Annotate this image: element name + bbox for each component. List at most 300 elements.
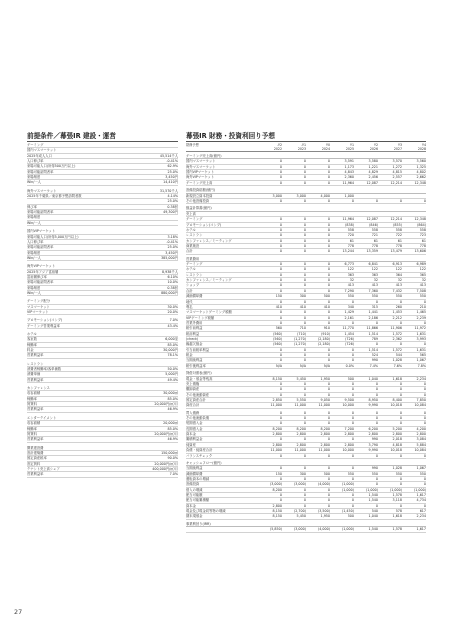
row-value: 46.9% [167,407,178,412]
cell-value: 0 [279,310,282,315]
row-label: (check) [186,336,199,341]
cell-value: 410 [275,304,282,309]
cell-value: 6,841 [368,262,378,267]
cell-value: 0 [303,170,306,175]
cell-value: 0 [303,272,306,277]
cell-value: 210 [419,304,426,309]
cell-value: 32 [397,278,402,283]
cell-value: 0 [279,278,282,283]
cell-value: 1,000 [344,193,354,198]
cell-value: 0 [351,421,354,426]
year: 2024 [321,147,330,151]
cell-value: 8,150 [272,376,282,381]
cell-value: 0 [279,217,282,222]
row-value: 31,570千人 [159,188,178,193]
cell-value: 0 [279,170,282,175]
cell-value: 0 [327,487,330,492]
table-row [27,437,178,442]
cell-value: 0 [279,387,282,392]
row-label: 来場可能訪問者率 [27,280,54,285]
cell-value: 540 [371,509,378,514]
cell-value: 12,087 [366,217,378,222]
cell-value: 0 [303,352,306,357]
cell-value: N/A [300,363,306,368]
cell-value: 8,200 [296,426,306,431]
cell-value: 1,040 [368,376,378,381]
row-label: 来場可能訪問者率 [27,210,54,215]
row-label: マスマーケットゲーミング税額 [186,310,232,315]
cell-value: 61 [349,238,354,243]
row-label: ゲーミング [27,143,44,147]
cell-value: 2,800 [344,442,354,447]
section-title: 損益計算書(億円) [186,206,426,211]
cell-value: 0 [399,453,402,458]
cell-value: 0 [303,233,306,238]
cell-value: 1,028 [392,358,402,363]
cell-value: 6,989 [416,262,426,267]
row-label: エンターテイメント [27,415,57,420]
cell-value: 550 [395,294,402,299]
cell-value: 0 [351,387,354,392]
cell-value: 12,087 [366,180,378,185]
cell-value: 0 [303,410,306,415]
table-row [27,353,178,358]
row-label: 配当可能額 [186,493,203,498]
cell-value: 0 [327,249,330,254]
cell-value: 0 [327,267,330,272]
cell-value: 3,118 [392,498,402,503]
cell-value: 0 [279,180,282,185]
cell-value [354,194,378,198]
cell-value: 0 [279,262,282,267]
row-label: 人口伸び率 [27,239,44,244]
cell-value: 0 [303,381,306,386]
cell-value: 11,000 [270,403,282,408]
cell-value: 6,913 [392,262,402,267]
cell-value: 0 [327,243,330,248]
cell-value: 2,362 [392,336,402,341]
cell-value: N/A [276,363,282,368]
cell-value: 0 [303,227,306,232]
cell-value: 2,212 [392,315,402,320]
row-value: 7.0% [169,318,178,323]
table-row [27,291,178,296]
row-label: 営業利益率 [27,472,44,477]
cell-value: 413 [419,283,426,288]
cell-value: 8,150 [272,509,282,514]
row-label: ホテル [186,267,196,272]
cell-value: 0 [399,299,402,304]
cell-value: 1,618 [392,376,402,381]
table-row [186,199,426,204]
cell-value: 500 [323,471,330,476]
row-label: 運転資本の増減 [186,477,210,482]
cell-value: 0 [399,381,402,386]
cell-value: 0 [303,267,306,272]
row-label: 海外VIPマーケット [27,264,56,269]
row-value: 10.0% [167,280,178,285]
cell-value: 0 [399,342,402,347]
cell-value: 1,950 [320,376,330,381]
cell-value: 1,514 [368,347,378,352]
row-label: 引当前税率利益 [186,347,210,352]
cell-value: 0 [375,387,378,392]
cell-value: 3,570 [392,159,402,164]
cell-value: 778 [395,243,402,248]
year: 2022 [273,147,282,151]
row-value: 7.0% [169,472,178,477]
cell-value [306,212,330,216]
row-label: 稼働率 [27,396,37,401]
cell-value: 1,325 [416,164,426,169]
table-row [186,454,426,459]
row-label: 設備投資 [186,482,200,487]
year-label: Y3 [398,143,402,147]
cell-value: 3,084 [416,437,426,442]
cell-value: 122 [395,267,402,272]
row-value: 3,450円 [165,250,178,255]
row-label: マスマーケット [27,304,50,309]
row-label [186,527,258,531]
row-label: 国内VIPマーケット [186,170,215,175]
cell-value: 0 [279,392,282,397]
cell-value: (1,270) [293,336,306,341]
cell-value: 0 [303,164,306,169]
row-value: 90.0% [167,456,178,461]
cell-value: 0 [279,320,282,325]
row-label [27,199,134,203]
section-title: キャッシュフロー(億円) [186,461,426,466]
cell-value: 61 [421,238,426,243]
row-value: 25.0% [167,199,178,204]
cell-value: 0 [303,278,306,283]
cell-value: 300 [299,294,306,299]
cell-value: 1,272 [392,164,402,169]
table-row [186,514,426,519]
row-label: ゲーミング営業利益率 [27,323,60,328]
cell-value: 1,040 [368,514,378,519]
cell-value: 0 [351,381,354,386]
cell-value: 0 [423,421,426,426]
cell-value: 2,360 [344,175,354,180]
cell-value: 1,572 [392,331,402,336]
cell-value: (1,000) [341,482,354,487]
financial-section [186,371,426,408]
cell-value: 300 [299,471,306,476]
cell-value [378,194,402,198]
cell-value: 6,773 [344,262,354,267]
assumption-section [27,264,178,296]
cell-value: 0 [279,358,282,363]
cell-value: 500 [347,376,354,381]
cell-value: 550 [395,471,402,476]
year: 2026 [369,147,378,151]
cell-value: 8,200 [320,426,330,431]
year-label: Y4 [422,143,426,147]
cell-value: (2,180) [317,342,330,347]
row-label: 海外マスマーケット [27,188,57,193]
cell-value: 0 [399,320,402,325]
section-title: 設備投資総額(億円) [186,188,426,193]
cell-value: 3,993 [416,336,426,341]
row-label: 減価償却費 [186,294,203,299]
cell-value: 722 [395,233,402,238]
section-title: 貸借対照表(億円) [186,371,426,376]
cell-value: 0 [327,493,330,498]
right-page-title: 幕張IR 財務・投資利回り予想 [186,132,275,140]
row-label: 資本金 [186,503,196,508]
row-value [134,143,178,147]
cell-value: 0 [279,198,282,203]
cell-value: 13,479 [390,249,402,254]
cell-value: 558 [347,227,354,232]
cell-value: 7,290 [344,288,354,293]
cell-value: 5,884 [416,442,426,447]
row-label: 期末現預金 [186,514,203,519]
cell-value: 1,067 [416,466,426,471]
cell-value: 32 [373,278,378,283]
cell-value: 0 [303,315,306,320]
cell-value: 2,800 [344,432,354,437]
cell-value: 0 [303,477,306,482]
cell-value: 1,028 [392,466,402,471]
cell-value: 0 [423,392,426,397]
cell-value: 0 [279,249,282,254]
cell-value: 9,990 [368,403,378,408]
cell-value: 7.6% [393,363,402,368]
financial-section [186,206,426,254]
cell-value: 5,200 [392,426,402,431]
row-label: ゲーミング [186,262,203,267]
cell-value: 61 [397,238,402,243]
cell-value: 0 [327,159,330,164]
cell-value: 0 [303,503,306,508]
row-label: 消費単価 [27,372,41,377]
cell-value: 0 [423,482,426,487]
unit-label: 財務予想 [186,143,199,147]
cell-value: 10,084 [414,448,426,453]
cell-value: 0 [375,421,378,426]
cell-value: 0 [303,466,306,471]
cell-value: 3,580 [368,159,378,164]
cell-value: 8,950 [368,397,378,402]
row-value: 25.0% [167,245,178,250]
cell-value: 0 [375,392,378,397]
cell-value: 0 [399,477,402,482]
row-label: 収容面積 [27,421,41,426]
cell-value: (560) [273,342,282,347]
cell-value: 1,618 [392,514,402,519]
cell-value: 0 [327,217,330,222]
cell-value [330,212,354,216]
cell-value: 4,829 [368,170,378,175]
cell-value: 0 [375,453,378,458]
cell-value: (1,000) [365,487,378,492]
cell-value: 1,617 [416,527,426,532]
cell-value: 11,972 [414,326,426,331]
cell-value: 2,186 [368,315,378,320]
cell-value: 0 [423,416,426,421]
row-label: 収容面積 [27,391,41,396]
cell-value: 410 [323,304,330,309]
row-label: 商業施設 [186,243,200,248]
row-label: ホテル [27,332,37,336]
row-value: 20,000円/㎡/月 [154,431,178,436]
cell-value: 0 [279,498,282,503]
cell-value: 0 [303,416,306,421]
cell-value: 2,234 [416,514,426,519]
cell-value: (3,000) [293,482,306,487]
cell-value: 500 [347,514,354,519]
cell-value: 720 [347,233,354,238]
cell-value: 363 [347,272,354,277]
cell-value: 0 [327,180,330,185]
cell-value: 1,617 [416,493,426,498]
cell-value: 0 [375,416,378,421]
cell-value: 4,734 [416,498,426,503]
cell-value: 0 [303,243,306,248]
row-label: ゲーミング配分 [27,299,51,304]
cell-value: 5,450 [296,514,306,519]
cell-value: 550 [347,294,354,299]
row-label: 当期純利益 [186,358,203,363]
cell-value: 721 [371,233,378,238]
cell-value: 558 [371,227,378,232]
row-value: -0.41% [166,239,178,244]
cell-value: 550 [371,294,378,299]
cell-value: 2,800 [272,503,282,508]
cell-value: 0 [327,381,330,386]
cell-value: 7,432 [392,288,402,293]
cell-value: 7,508 [416,288,426,293]
cell-value: (1,270) [293,342,306,347]
row-value: 150,000㎡ [161,450,178,455]
cell-value: 364 [395,272,402,277]
table-row [27,407,178,412]
row-label: 来場頻度 [27,175,41,180]
cell-value: 1,514 [368,331,378,336]
cell-value: 0 [279,238,282,243]
cell-value: 4,200 [416,426,426,431]
cell-value: 0 [399,392,402,397]
row-label: 海外VIPマーケット [186,175,215,180]
cell-value: 0.0% [345,363,354,368]
cell-value: 0 [279,416,282,421]
row-label: 棚卸資産 [186,387,200,392]
cell-value: 0 [303,493,306,498]
row-value: 85.0% [167,342,178,347]
cell-value: 0 [423,381,426,386]
row-label: バランスチェック [186,453,213,458]
cell-value: 0 [303,453,306,458]
cell-value: 0 [279,175,282,180]
row-label: 来場可能訪問者率 [27,169,54,174]
cell-value: 1,950 [320,514,330,519]
cell-value: 0 [279,437,282,442]
cell-value: 7,360 [368,288,378,293]
cell-value: 550 [371,471,378,476]
cell-value: 2,800 [272,432,282,437]
row-label: 借入の増減 [186,487,203,492]
cell-value: 0 [279,453,282,458]
cell-value: 0 [279,477,282,482]
cell-value: 0 [303,175,306,180]
cell-value: 0 [279,410,282,415]
cell-value: 8,150 [272,514,282,519]
row-value: 8,938千人 [161,269,178,274]
cell-value: 0 [351,493,354,498]
cell-value: 0 [351,498,354,503]
cell-value: 32 [349,278,354,283]
cell-value: 2,662 [416,175,426,180]
cell-value: 1,429 [344,310,354,315]
cell-value: 1,631 [416,347,426,352]
cell-value: 11,000 [270,448,282,453]
cell-value: 3,560 [416,159,426,164]
cell-value: 0 [279,493,282,498]
cell-value: 4,818 [392,442,402,447]
cell-value: 0 [327,358,330,363]
row-label: Win/一人 [27,180,41,185]
cell-value: (5,850) [269,527,282,532]
cell-value: 0 [327,503,330,508]
row-value: 20,000円/㎡/月 [154,402,178,407]
cell-value: 0 [351,198,354,203]
cell-value: 9,050 [320,397,330,402]
cell-value: 0 [327,310,330,315]
cell-value: 0 [327,347,330,352]
cell-value: 4,000 [320,193,330,198]
row-label: 来場頻度 [27,285,41,290]
row-value: 50.0% [167,367,178,372]
cell-value: 340 [347,304,354,309]
row-label: 稼働率 [27,342,37,347]
row-label: 税金 [186,352,193,357]
cell-value: 500 [323,294,330,299]
cell-value: 990 [371,466,378,471]
cell-value: 10,000 [342,448,354,453]
row-label: 税前利益 [186,331,200,336]
cell-value: 0 [423,503,426,508]
cell-value: 0 [303,498,306,503]
row-label: VIPマーケット [27,309,49,314]
cell-value: 0 [351,416,354,421]
cell-value [258,212,282,216]
cell-value: 0 [327,320,330,325]
cell-value: 0 [327,272,330,277]
row-label: 固定資産税率 [27,456,47,461]
row-value: 45,514千人 [159,153,178,158]
cell-value: 0 [279,159,282,164]
row-label: その他流動負債 [186,416,210,421]
financial-section [186,257,426,369]
row-label: テナント売上高シェア [27,466,60,471]
row-label: 売上高 [186,211,196,216]
assumption-section [27,386,178,413]
cell-value: 0 [279,466,282,471]
section-title: ゲーミング売上高(億円) [186,154,426,159]
cell-value: 0 [303,283,306,288]
cell-value: 0 [327,453,330,458]
cell-value [402,212,426,216]
cell-value [402,194,426,198]
row-value: 85.0% [167,426,178,431]
page-number: 27 [14,608,23,616]
cell-value: (1,450) [341,509,354,514]
cell-value: 0 [375,342,378,347]
row-value: 78.1% [167,353,178,358]
row-label: 営業利益率 [27,377,44,382]
